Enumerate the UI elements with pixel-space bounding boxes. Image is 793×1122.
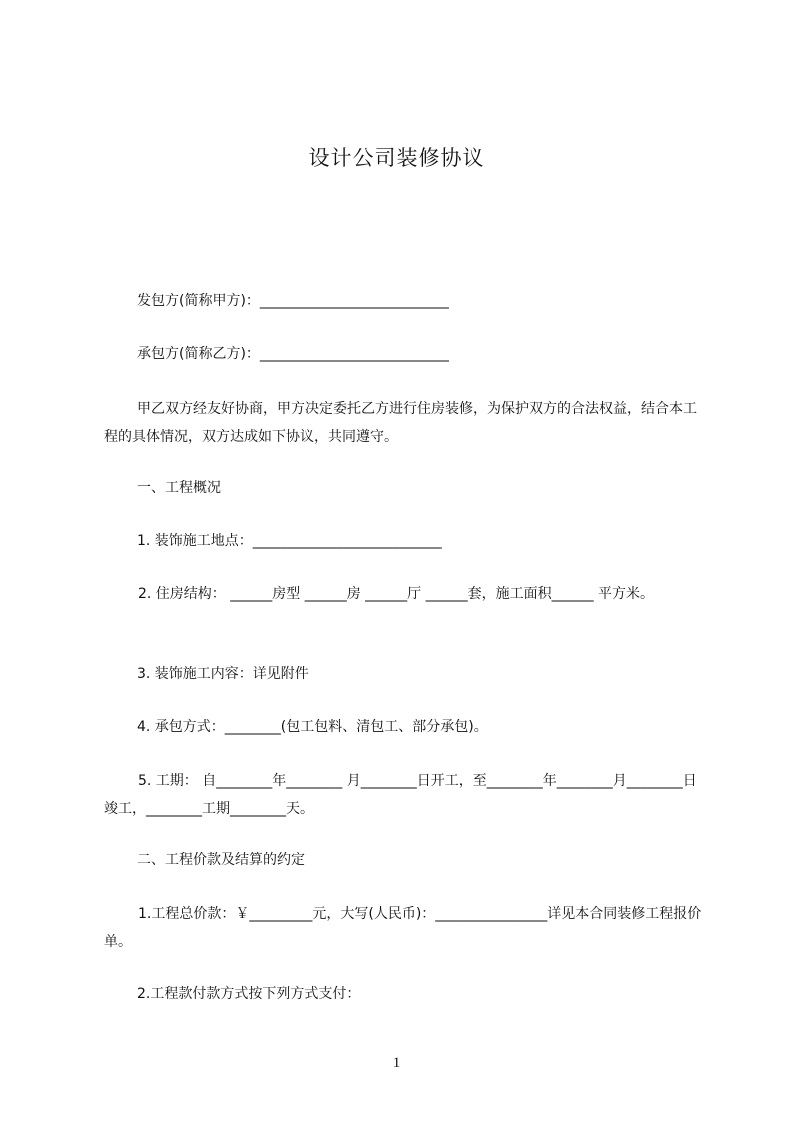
- clause-1-2: 2. 住房结构： ______房型 ______房 ______厅 ______套，施工面积______ 平方米。: [138, 586, 655, 602]
- clause-1-5: 5. 工期： 自________年________ 月________日开工，至________年________月________日竣工，________工期________天。: [104, 773, 697, 817]
- clause-2-2: 2.工程款付款方式按下列方式支付：: [137, 986, 361, 1002]
- clause-1-3: 3. 装饰施工内容：详见附件: [137, 666, 309, 682]
- clause-2-1: 1.工程总价款：￥_________元，大写(人民币)：________________详见本合同装修工程报价单。: [104, 906, 702, 950]
- section-2-heading: 二、工程价款及结算的约定: [137, 852, 305, 868]
- section-1-heading: 一、工程概况: [137, 480, 221, 496]
- clause-1-1: 1. 装饰施工地点：___________________________: [137, 533, 442, 549]
- party-a-line: 发包方(简称甲方)：___________________________: [137, 293, 449, 309]
- page-number: 1: [392, 1055, 401, 1071]
- party-b-line: 承包方(简称乙方)：___________________________: [137, 346, 449, 362]
- document-title: 设计公司装修协议: [308, 146, 485, 170]
- clause-1-4: 4. 承包方式：________(包工包料、清包工、部分承包)。: [137, 719, 488, 735]
- intro-paragraph: 甲乙双方经友好协商，甲方决定委托乙方进行住房装修，为保护双方的合法权益，结合本工程的具体情况，双方达成如下协议，共同遵守。: [104, 401, 697, 445]
